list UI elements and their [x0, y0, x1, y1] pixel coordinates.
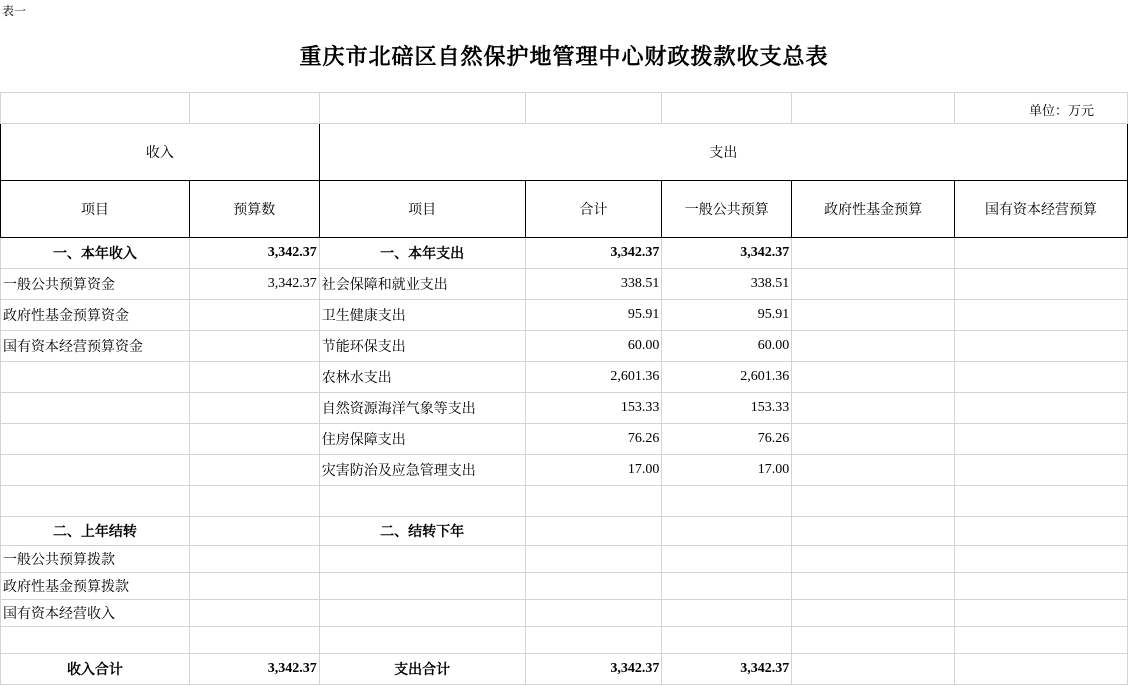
general-public-cell: 17.00	[662, 455, 792, 486]
table-row	[1, 546, 1128, 573]
total-cell: 3,342.37	[525, 238, 662, 269]
income-amount-cell	[189, 600, 319, 627]
income-item-cell	[1, 393, 190, 424]
expense-item-cell	[319, 546, 525, 573]
total-cell: 17.00	[525, 455, 662, 486]
total-cell: 338.51	[525, 269, 662, 300]
income-item-cell: 国有资本经营收入	[1, 600, 190, 627]
table-row	[1, 600, 1128, 627]
table-row	[1, 300, 1128, 331]
total-cell	[525, 546, 662, 573]
state-capital-cell	[955, 269, 1128, 300]
expense-item-cell: 住房保障支出	[319, 424, 525, 455]
income-item-cell: 收入合计	[1, 654, 190, 685]
general-public-cell	[662, 546, 792, 573]
general-public-cell	[662, 486, 792, 517]
income-item-cell: 国有资本经营预算资金	[1, 331, 190, 362]
income-amount-cell	[189, 573, 319, 600]
general-public-cell	[662, 573, 792, 600]
budget-table	[0, 92, 1128, 685]
income-item-cell	[1, 424, 190, 455]
section-header-row	[1, 124, 1128, 181]
table-row	[1, 362, 1128, 393]
income-amount-cell	[189, 393, 319, 424]
col-expense-item: 项目	[319, 181, 525, 238]
table-row	[1, 627, 1128, 654]
expense-item-cell	[319, 600, 525, 627]
gov-fund-cell	[792, 573, 955, 600]
income-item-cell	[1, 362, 190, 393]
state-capital-cell	[955, 238, 1128, 269]
gov-fund-cell	[792, 238, 955, 269]
income-amount-cell	[189, 627, 319, 654]
expense-item-cell	[319, 627, 525, 654]
income-item-cell	[1, 627, 190, 654]
general-public-cell: 3,342.37	[662, 654, 792, 685]
page-title: 重庆市北碚区自然保护地管理中心财政拨款收支总表	[299, 44, 829, 70]
income-item-cell: 政府性基金预算拨款	[1, 573, 190, 600]
expense-item-cell: 支出合计	[319, 654, 525, 685]
gov-fund-cell	[792, 269, 955, 300]
income-item-cell: 一、本年收入	[1, 238, 190, 269]
total-cell: 95.91	[525, 300, 662, 331]
total-cell	[525, 600, 662, 627]
table-row	[1, 573, 1128, 600]
column-header-row	[1, 181, 1128, 238]
general-public-cell	[662, 600, 792, 627]
expense-item-cell: 二、结转下年	[319, 517, 525, 546]
general-public-cell: 153.33	[662, 393, 792, 424]
table-row	[1, 517, 1128, 546]
state-capital-cell	[955, 424, 1128, 455]
income-item-cell	[1, 486, 190, 517]
income-amount-cell	[189, 486, 319, 517]
table-row	[1, 424, 1128, 455]
unit-label: 单位：万元	[1028, 104, 1094, 119]
total-cell: 76.26	[525, 424, 662, 455]
table-row	[1, 455, 1128, 486]
gov-fund-cell	[792, 362, 955, 393]
table-row	[1, 486, 1128, 517]
gov-fund-cell	[792, 300, 955, 331]
expense-item-cell: 一、本年支出	[319, 238, 525, 269]
state-capital-cell	[955, 654, 1128, 685]
income-item-cell: 一般公共预算拨款	[1, 546, 190, 573]
state-capital-cell	[955, 517, 1128, 546]
income-amount-cell	[189, 424, 319, 455]
general-public-cell: 76.26	[662, 424, 792, 455]
col-gov-fund: 政府性基金预算	[792, 181, 955, 238]
general-public-cell: 95.91	[662, 300, 792, 331]
income-amount-cell	[189, 546, 319, 573]
gov-fund-cell	[792, 486, 955, 517]
gov-fund-cell	[792, 331, 955, 362]
total-cell	[525, 517, 662, 546]
state-capital-cell	[955, 546, 1128, 573]
expense-header: 支出	[319, 124, 1127, 181]
col-income-item: 项目	[1, 181, 190, 238]
income-item-cell: 二、上年结转	[1, 517, 190, 546]
total-cell	[525, 573, 662, 600]
income-amount-cell: 3,342.37	[189, 269, 319, 300]
state-capital-cell	[955, 455, 1128, 486]
col-general-public: 一般公共预算	[662, 181, 792, 238]
income-amount-cell	[189, 455, 319, 486]
expense-item-cell	[319, 573, 525, 600]
state-capital-cell	[955, 486, 1128, 517]
general-public-cell: 338.51	[662, 269, 792, 300]
income-amount-cell	[189, 331, 319, 362]
general-public-cell	[662, 627, 792, 654]
gov-fund-cell	[792, 393, 955, 424]
col-total: 合计	[525, 181, 662, 238]
gov-fund-cell	[792, 455, 955, 486]
spacer-row	[1, 93, 1128, 124]
col-state-capital: 国有资本经营预算	[955, 181, 1128, 238]
expense-item-cell: 卫生健康支出	[319, 300, 525, 331]
expense-item-cell: 社会保障和就业支出	[319, 269, 525, 300]
expense-item-cell: 农林水支出	[319, 362, 525, 393]
expense-item-cell: 灾害防治及应急管理支出	[319, 455, 525, 486]
total-cell: 60.00	[525, 331, 662, 362]
general-public-cell: 3,342.37	[662, 238, 792, 269]
total-cell	[525, 486, 662, 517]
total-cell: 2,601.36	[525, 362, 662, 393]
general-public-cell: 2,601.36	[662, 362, 792, 393]
income-header: 收入	[1, 124, 320, 181]
total-cell: 153.33	[525, 393, 662, 424]
income-amount-cell	[189, 517, 319, 546]
gov-fund-cell	[792, 654, 955, 685]
table-row	[1, 238, 1128, 269]
table-row	[1, 393, 1128, 424]
general-public-cell: 60.00	[662, 331, 792, 362]
table-row	[1, 269, 1128, 300]
state-capital-cell	[955, 627, 1128, 654]
expense-item-cell	[319, 486, 525, 517]
gov-fund-cell	[792, 546, 955, 573]
income-amount-cell: 3,342.37	[189, 654, 319, 685]
income-item-cell: 一般公共预算资金	[1, 269, 190, 300]
income-amount-cell	[189, 362, 319, 393]
table-tag: 表一	[2, 4, 27, 18]
gov-fund-cell	[792, 517, 955, 546]
state-capital-cell	[955, 300, 1128, 331]
col-budget-amount: 预算数	[189, 181, 319, 238]
income-amount-cell	[189, 300, 319, 331]
expense-item-cell: 节能环保支出	[319, 331, 525, 362]
gov-fund-cell	[792, 600, 955, 627]
total-cell: 3,342.37	[525, 654, 662, 685]
income-item-cell: 政府性基金预算资金	[1, 300, 190, 331]
state-capital-cell	[955, 331, 1128, 362]
general-public-cell	[662, 517, 792, 546]
expense-item-cell: 自然资源海洋气象等支出	[319, 393, 525, 424]
state-capital-cell	[955, 393, 1128, 424]
gov-fund-cell	[792, 424, 955, 455]
total-cell	[525, 627, 662, 654]
state-capital-cell	[955, 362, 1128, 393]
table-row	[1, 331, 1128, 362]
state-capital-cell	[955, 600, 1128, 627]
income-amount-cell: 3,342.37	[189, 238, 319, 269]
table-row	[1, 654, 1128, 685]
gov-fund-cell	[792, 627, 955, 654]
income-item-cell	[1, 455, 190, 486]
state-capital-cell	[955, 573, 1128, 600]
